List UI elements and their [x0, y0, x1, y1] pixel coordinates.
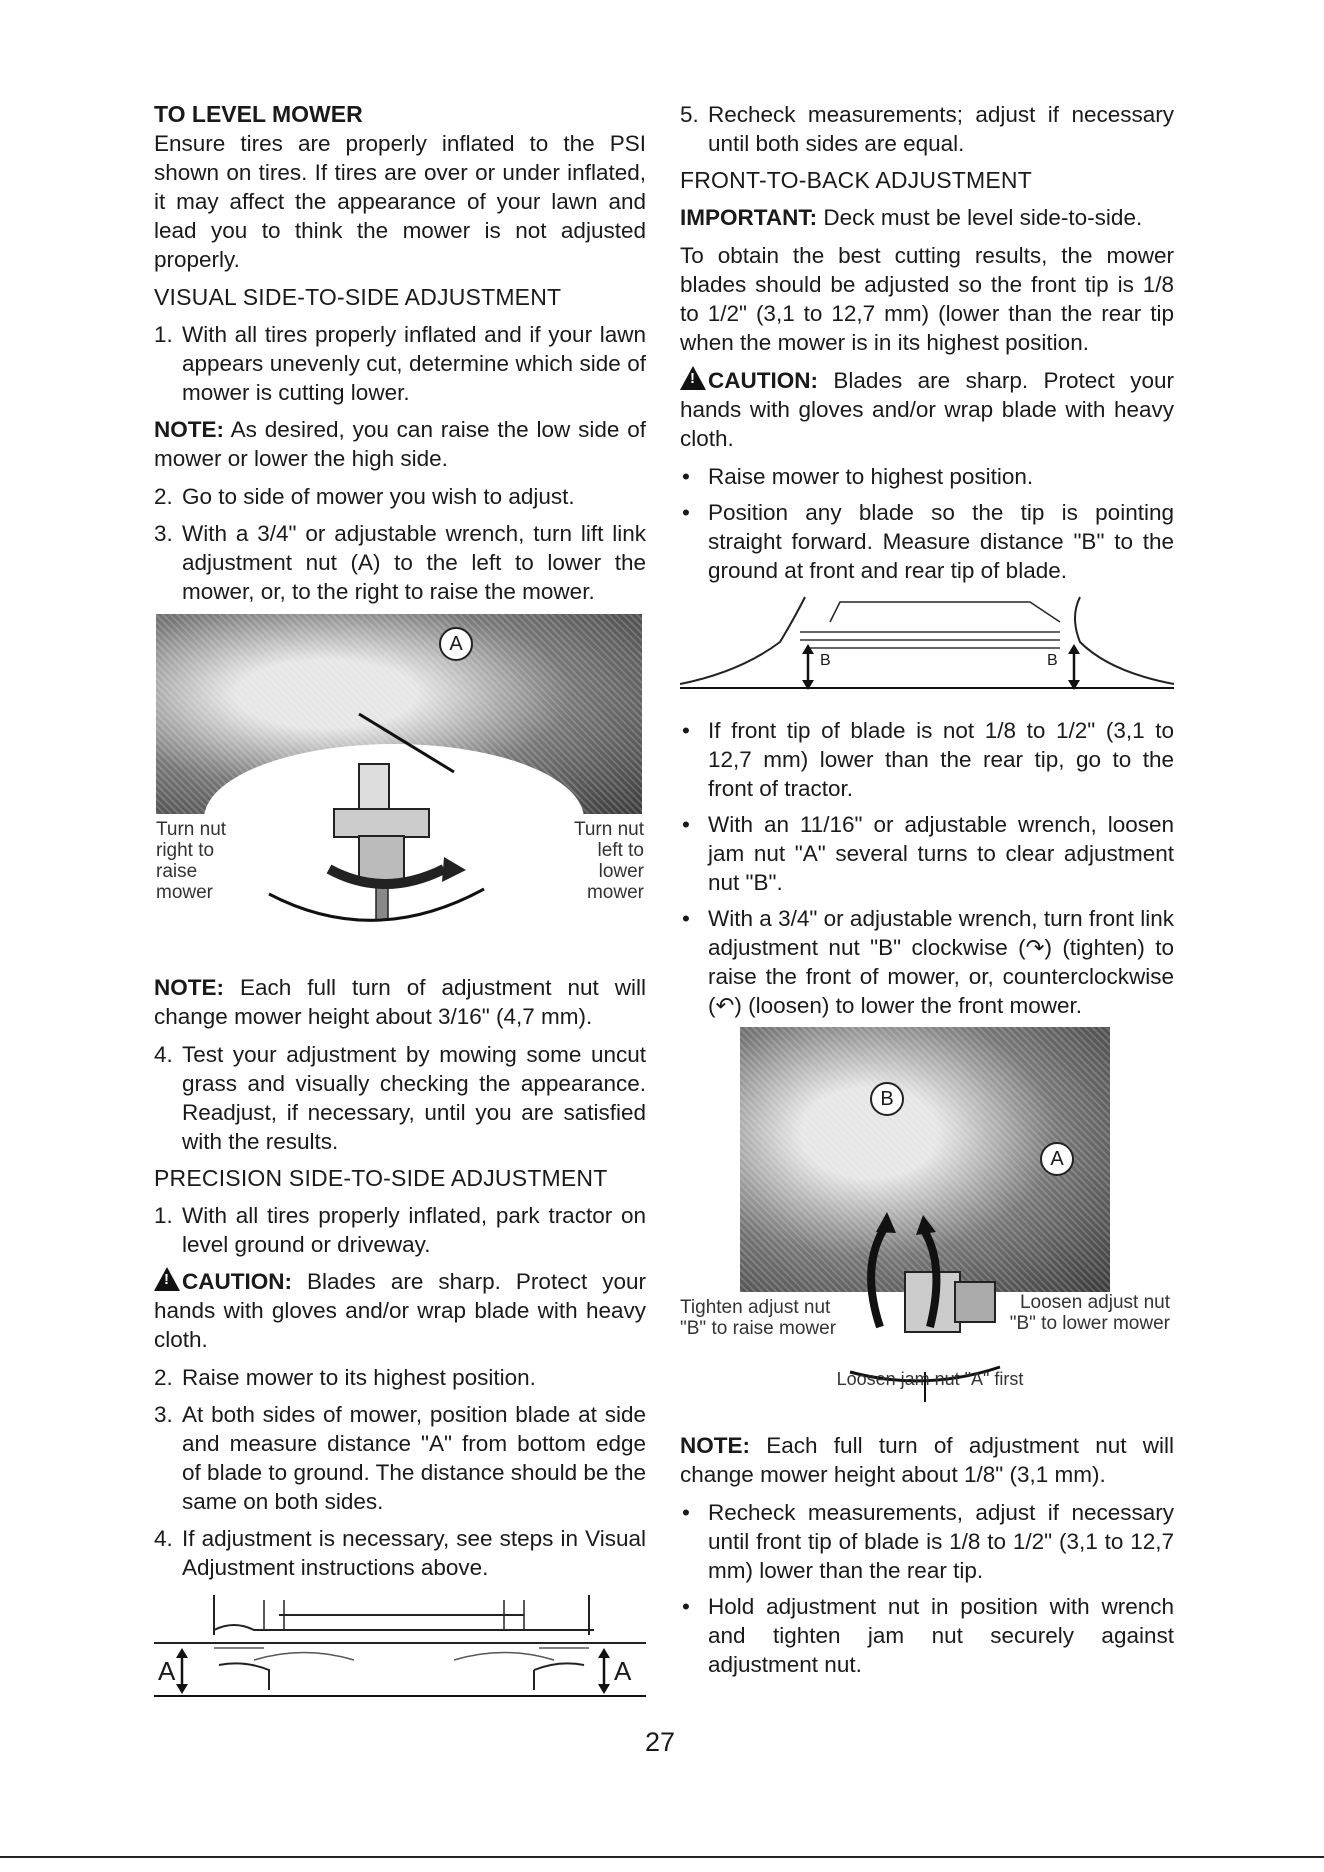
label-b-rear: B [1047, 652, 1058, 669]
warning-icon [680, 366, 706, 390]
front-to-back-heading: FRONT-TO-BACK ADJUSTMENT [680, 167, 1032, 193]
warning-icon [154, 1267, 180, 1291]
note-paragraph [680, 1431, 1174, 1489]
step-text: Test your adjustment by mowing some uncut grass and visually checking the appearance. Readjust, if necessary, until you are satisfied with the results. [182, 1042, 646, 1154]
bullet-item [680, 1498, 1174, 1585]
intro-paragraph: Ensure tires are properly inflated to the PSI shown on tires. If tires are over or under inflated, it may affect the appearance of your lawn and lead you to think the mower is not adjusted properly. [154, 131, 646, 272]
callout-a: A [1040, 1142, 1074, 1176]
page-bottom-rule [0, 1856, 1324, 1858]
front-link-illustration [680, 1027, 1174, 1417]
note-label: NOTE: [154, 975, 224, 1000]
note-label: NOTE: [680, 1433, 750, 1458]
blade-measurement-figure [680, 592, 1174, 702]
bullet-dot: • [682, 718, 690, 743]
list-item [154, 1524, 646, 1582]
list-item [154, 1363, 646, 1392]
step-number: 5. [680, 102, 699, 127]
caution-paragraph [154, 1267, 646, 1354]
note-text: As desired, you can raise the low side of mower or lower the high side. [154, 417, 646, 471]
bullet-text: Hold adjustment nut in position with wrench and tighten jam nut securely against adjustment nut. [708, 1594, 1174, 1677]
list-item [154, 482, 646, 511]
bullet-text: Raise mower to highest position. [708, 464, 1034, 489]
bullet-item [680, 498, 1174, 585]
step-number: 2. [154, 1365, 173, 1390]
caption-tighten: Tighten adjust nut "B" to raise mower [680, 1297, 837, 1339]
label-a-left: A [158, 1656, 176, 1686]
bullet-text: Position any blade so the tip is pointing straight forward. Measure distance "B" to the ground at front and rear tip of blade. [708, 500, 1174, 583]
list-item [154, 320, 646, 407]
note-paragraph [154, 415, 646, 473]
step-text: With all tires properly inflated, park tractor on level ground or driveway. [182, 1203, 646, 1257]
visual-heading: VISUAL SIDE-TO-SIDE ADJUSTMENT [154, 284, 562, 310]
page-number: 27 [644, 1727, 676, 1757]
caution-paragraph [680, 366, 1174, 453]
side-measurement-diagram [154, 1590, 646, 1700]
front-to-back-intro: To obtain the best cutting results, the mower blades should be adjusted so the front tip is 1/8 to 1/2" (3,1 to 12,7 mm) (lower than the rear tip when the mower is in its highest position. [680, 243, 1174, 355]
caption-jam-nut: Loosen jam nut "A" first [836, 1369, 1024, 1389]
list-item [154, 519, 646, 606]
bullet-dot: • [682, 1594, 690, 1619]
step-number: 4. [154, 1042, 173, 1067]
bullet-text: With an 11/16" or adjustable wrench, loosen jam nut "A" several turns to clear adjustment nut "B". [708, 812, 1174, 895]
caution-label: CAUTION: [182, 1269, 292, 1294]
caution-text: Blades are sharp. Protect your hands with gloves and/or wrap blade with heavy cloth. [154, 1269, 646, 1352]
precision-heading: PRECISION SIDE-TO-SIDE ADJUSTMENT [154, 1165, 608, 1191]
bullet-text: Recheck measurements, adjust if necessary until front tip of blade is 1/8 to 1/2" (3,1 to 12,7 mm) lower than the rear tip. [708, 1500, 1174, 1583]
front-link-figure [680, 1027, 1174, 1417]
right-column [680, 100, 1174, 1686]
important-label: IMPORTANT: [680, 205, 818, 230]
note-paragraph [154, 973, 646, 1031]
bullet-item [680, 716, 1174, 803]
bullet-dot: • [682, 500, 690, 525]
step-text: At both sides of mower, position blade at side and measure distance "A" from bottom edge of blade to ground. The distance should be the same on both sides. [182, 1402, 646, 1514]
label-b-front: B [820, 652, 831, 669]
blade-measurement-diagram [680, 592, 1174, 702]
step-number: 4. [154, 1526, 173, 1551]
lift-link-figure [154, 614, 646, 959]
note-label: NOTE: [154, 417, 224, 442]
step-number: 3. [154, 521, 173, 546]
bullet-item [680, 810, 1174, 897]
bullet-dot: • [682, 812, 690, 837]
step-text: Recheck measurements; adjust if necessary until both sides are equal. [708, 102, 1174, 156]
list-item [680, 100, 1174, 158]
step-text: Go to side of mower you wish to adjust. [182, 484, 575, 509]
list-item [154, 1040, 646, 1156]
section-title: TO LEVEL MOWER [154, 101, 363, 127]
lift-link-illustration [154, 614, 646, 959]
step-number: 1. [154, 1203, 173, 1228]
step-text: With a 3/4" or adjustable wrench, turn lift link adjustment nut (A) to the left to lower the mower, or, to the right to raise the mower. [182, 521, 646, 604]
label-a-right: A [614, 1656, 632, 1686]
caution-label: CAUTION: [708, 368, 818, 393]
bullet-item [680, 904, 1174, 1020]
step-text: Raise mower to its highest position. [182, 1365, 536, 1390]
list-item [154, 1400, 646, 1516]
step-number: 1. [154, 322, 173, 347]
bullet-dot: • [682, 1500, 690, 1525]
caption-turn-left: Turn nut left to lower mower [573, 819, 644, 903]
bullet-text: If front tip of blade is not 1/8 to 1/2" (3,1 to 12,7 mm) lower than the rear tip, go to the front of tractor. [708, 718, 1174, 801]
note-text: Each full turn of adjustment nut will change mower height about 3/16" (4,7 mm). [154, 975, 646, 1029]
note-text: Each full turn of adjustment nut will change mower height about 1/8" (3,1 mm). [680, 1433, 1174, 1487]
step-number: 2. [154, 484, 173, 509]
left-column [154, 100, 646, 1714]
caption-turn-right: Turn nut right to raise mower [156, 819, 227, 903]
bullet-dot: • [682, 464, 690, 489]
caution-text: Blades are sharp. Protect your hands with gloves and/or wrap blade with heavy cloth. [680, 368, 1174, 451]
bullet-dot: • [682, 906, 690, 931]
bullet-text: With a 3/4" or adjustable wrench, turn front link adjustment nut "B" clockwise (↷) (tighten) to raise the front of mower, or, counterclockwise (↶) (loosen) to lower the front mower. [708, 906, 1174, 1018]
list-item [154, 1201, 646, 1259]
step-text: With all tires properly inflated and if your lawn appears unevenly cut, determine which side of mower is cutting lower. [182, 322, 646, 405]
caption-loosen: Loosen adjust nut "B" to lower mower [1009, 1292, 1170, 1334]
step-number: 3. [154, 1402, 173, 1427]
callout-b: B [870, 1082, 904, 1116]
step-text: If adjustment is necessary, see steps in Visual Adjustment instructions above. [182, 1526, 646, 1580]
bullet-item [680, 462, 1174, 491]
side-measurement-figure [154, 1590, 646, 1700]
important-paragraph [680, 203, 1174, 232]
callout-a: A [439, 627, 473, 661]
important-text: Deck must be level side-to-side. [817, 205, 1143, 230]
bullet-item [680, 1592, 1174, 1679]
